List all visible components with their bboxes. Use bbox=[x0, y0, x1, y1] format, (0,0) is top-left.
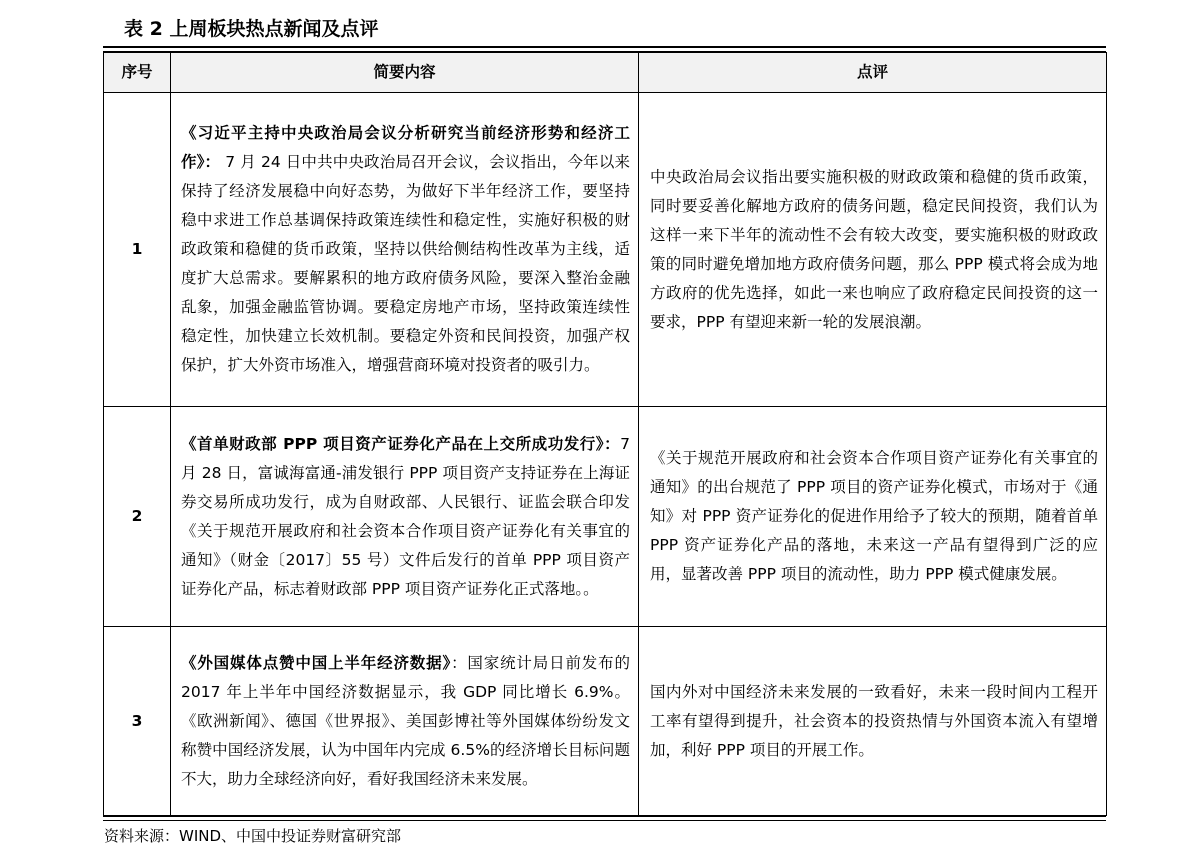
row-comment: 《关于规范开展政府和社会资本合作项目资产证券化有关事宜的通知》的出台规范了 PPP 项目的资产证券化模式，市场对于《通知》对 PPP 资产证券化的促进作用给予了较大的预期，随着首单 PPP 资产证券化产品的落地，未来这一产品有望得到广泛的应用，显著改善 PPP 项目的流动性，助力 PPP 模式健康发展。 bbox=[639, 407, 1107, 627]
table-row bbox=[104, 627, 1107, 816]
news-headline: 《首单财政部 PPP 项目资产证券化产品在上交所成功发行》： bbox=[181, 434, 621, 453]
table-header-row bbox=[104, 53, 1107, 93]
row-index: 3 bbox=[104, 627, 171, 816]
table-title: 表 2 上周板块热点新闻及点评 bbox=[124, 18, 379, 40]
row-comment: 国内外对中国经济未来发展的一致看好，未来一段时间内工程开工率有望得到提升，社会资本的投资热情与外国资本流入有望增加，利好 PPP 项目的开展工作。 bbox=[639, 627, 1107, 816]
source-note: 资料来源：WIND、中国中投证券财富研究部 bbox=[104, 827, 402, 845]
row-content bbox=[171, 627, 639, 816]
row-content bbox=[171, 407, 639, 627]
news-headline: 《外国媒体点赞中国上半年经济数据》 bbox=[181, 653, 452, 672]
row-comment: 中央政治局会议指出要实施积极的财政政策和稳健的货币政策，同时要妥善化解地方政府的债务问题，稳定民间投资，我们认为这样一来下半年的流动性不会有较大改变，要实施积极的财政政策的同时避免增加地方政府债务问题，那么 PPP 模式将会成为地方政府的优先选择，如此一来也响应了政府稳定民间投资的这一要求，PPP 有望迎来新一轮的发展浪潮。 bbox=[639, 93, 1107, 407]
header-index: 序号 bbox=[104, 53, 171, 93]
news-body: ：国家统计局日前发布的 2017 年上半年中国经济数据显示，我 GDP 同比增长 6.9%。《欧洲新闻》、德国《世界报》、美国彭博社等外国媒体纷纷发文称赞中国经济发展，认为中国年内完成 6.5%的经济增长目标问题不大，助力全球经济向好，看好我国经济未来发展。 bbox=[181, 653, 630, 788]
news-body: 7 月 28 日，富诚海富通-浦发银行 PPP 项目资产支持证券在上海证券交易所成功发行，成为自财政部、人民银行、证监会联合印发《关于规范开展政府和社会资本合作项目资产证券化有关事宜的通知》（财金〔2017〕55 号）文件后发行的首单 PPP 项目资产证券化产品，标志着财政部 PPP 项目资产证券化正式落地。。 bbox=[181, 434, 630, 598]
table-row bbox=[104, 93, 1107, 407]
table-row bbox=[104, 407, 1107, 627]
row-content bbox=[171, 93, 639, 407]
row-index: 2 bbox=[104, 407, 171, 627]
row-index: 1 bbox=[104, 93, 171, 407]
bottom-rule bbox=[103, 815, 1106, 821]
news-body: 7 月 24 日中共中央政治局召开会议，会议指出，今年以来保持了经济发展稳中向好态势，为做好下半年经济工作，要坚持稳中求进工作总基调保持政策连续性和稳定性，实施好积极的财政政策和稳健的货币政策，坚持以供给侧结构性改革为主线，适度扩大总需求。要解累积的地方政府债务风险，要深入整治金融乱象，加强金融监管协调。要稳定房地产市场，坚持政策连续性稳定性，加快建立长效机制。要稳定外资和民间投资，加强产权保护，扩大外资市场准入，增强营商环境对投资者的吸引力。 bbox=[181, 153, 630, 374]
header-comment: 点评 bbox=[639, 53, 1107, 93]
news-headline: 《习近平主持中央政治局会议分析研究当前经济形势和经济工作》： bbox=[181, 124, 630, 171]
header-content: 简要内容 bbox=[171, 53, 639, 93]
news-table bbox=[103, 52, 1107, 816]
